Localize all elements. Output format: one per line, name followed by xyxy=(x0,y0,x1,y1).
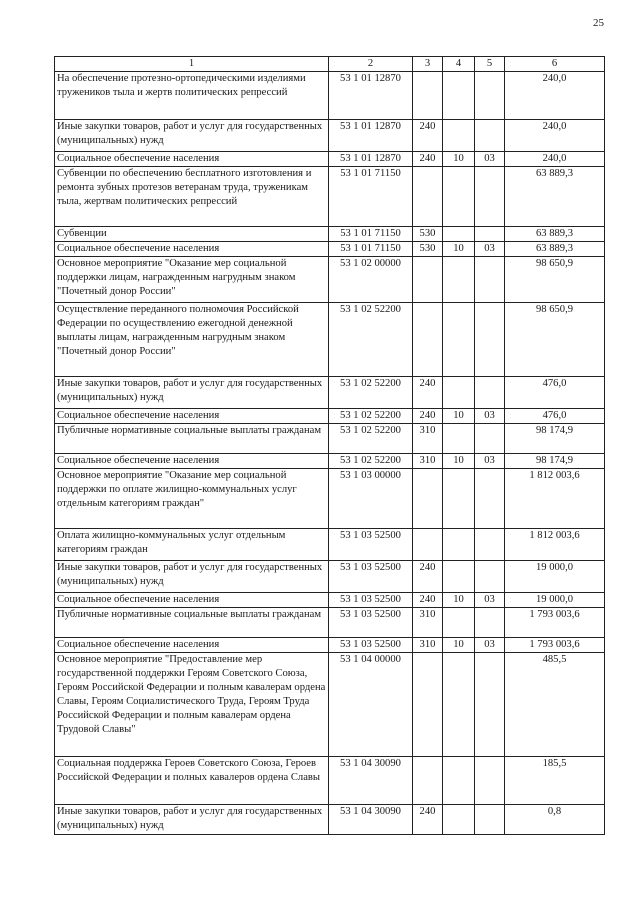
row-subsection-cell xyxy=(475,653,505,757)
row-subsection-cell xyxy=(475,805,505,835)
row-name-cell: Социальное обеспечение населения xyxy=(55,454,329,469)
row-amount-cell: 19 000,0 xyxy=(505,593,605,608)
row-name-cell: Социальное обеспечение населения xyxy=(55,152,329,167)
row-expense-type-cell: 310 xyxy=(413,454,443,469)
row-subsection-cell xyxy=(475,561,505,593)
row-expense-type-cell: 310 xyxy=(413,638,443,653)
row-name-cell: На обеспечение протезно-ортопедическими изделиями тружеников тыла и жертв политических репрессий xyxy=(55,72,329,120)
row-subsection-cell: 03 xyxy=(475,242,505,257)
row-code-cell: 53 1 04 30090 xyxy=(329,805,413,835)
table-row xyxy=(55,377,605,409)
row-code-cell: 53 1 03 52500 xyxy=(329,561,413,593)
row-name-cell: Оплата жилищно-коммунальных услуг отдельным категориям граждан xyxy=(55,529,329,561)
table-row xyxy=(55,72,605,120)
row-section-cell: 10 xyxy=(443,152,475,167)
row-section-cell: 10 xyxy=(443,242,475,257)
table-row xyxy=(55,593,605,608)
row-name-cell: Основное мероприятие "Оказание мер социальной поддержки лицам, награжденным нагрудным знаком "Почетный донор России" xyxy=(55,257,329,303)
row-expense-type-cell xyxy=(413,653,443,757)
table-row xyxy=(55,424,605,454)
header-col-6: 6 xyxy=(505,57,605,72)
row-name-cell: Социальная поддержка Героев Советского Союза, Героев Российской Федерации и полных кавалеров ордена Славы xyxy=(55,757,329,805)
row-subsection-cell: 03 xyxy=(475,593,505,608)
table-row xyxy=(55,529,605,561)
row-name-cell: Социальное обеспечение населения xyxy=(55,242,329,257)
header-col-5: 5 xyxy=(475,57,505,72)
row-code-cell: 53 1 01 12870 xyxy=(329,120,413,152)
row-name-cell: Иные закупки товаров, работ и услуг для государственных (муниципальных) нужд xyxy=(55,377,329,409)
table-row xyxy=(55,242,605,257)
row-amount-cell: 98 174,9 xyxy=(505,424,605,454)
row-section-cell xyxy=(443,303,475,377)
row-amount-cell: 1 793 003,6 xyxy=(505,638,605,653)
row-code-cell: 53 1 03 52500 xyxy=(329,608,413,638)
row-subsection-cell xyxy=(475,377,505,409)
row-section-cell xyxy=(443,608,475,638)
row-name-cell: Социальное обеспечение населения xyxy=(55,638,329,653)
table-row xyxy=(55,167,605,227)
row-code-cell: 53 1 02 52200 xyxy=(329,424,413,454)
row-code-cell: 53 1 03 52500 xyxy=(329,593,413,608)
row-subsection-cell xyxy=(475,303,505,377)
row-code-cell: 53 1 01 71150 xyxy=(329,227,413,242)
row-section-cell xyxy=(443,424,475,454)
table-row xyxy=(55,152,605,167)
row-name-cell: Публичные нормативные социальные выплаты гражданам xyxy=(55,424,329,454)
row-amount-cell: 240,0 xyxy=(505,152,605,167)
row-subsection-cell xyxy=(475,72,505,120)
row-section-cell xyxy=(443,72,475,120)
row-name-cell: Социальное обеспечение населения xyxy=(55,593,329,608)
table-row xyxy=(55,409,605,424)
row-section-cell: 10 xyxy=(443,454,475,469)
row-subsection-cell: 03 xyxy=(475,409,505,424)
row-section-cell: 10 xyxy=(443,638,475,653)
row-amount-cell: 485,5 xyxy=(505,653,605,757)
row-subsection-cell xyxy=(475,120,505,152)
row-name-cell: Основное мероприятие "Предоставление мер государственной поддержки Героям Советского Союза, Героям Российской Федерации и полным кавалерам ордена Славы, Героям Социалистического Труда, Героям Труда Российской Федерации и полным кавалерам ордена Трудовой Славы" xyxy=(55,653,329,757)
table-row xyxy=(55,653,605,757)
header-col-4: 4 xyxy=(443,57,475,72)
row-amount-cell: 185,5 xyxy=(505,757,605,805)
row-expense-type-cell xyxy=(413,529,443,561)
page-number: 25 xyxy=(593,17,604,29)
row-section-cell xyxy=(443,757,475,805)
row-expense-type-cell: 240 xyxy=(413,805,443,835)
table-row xyxy=(55,638,605,653)
row-amount-cell: 1 812 003,6 xyxy=(505,529,605,561)
row-code-cell: 53 1 01 71150 xyxy=(329,167,413,227)
row-subsection-cell xyxy=(475,529,505,561)
row-expense-type-cell: 240 xyxy=(413,377,443,409)
header-col-2: 2 xyxy=(329,57,413,72)
row-section-cell xyxy=(443,257,475,303)
row-code-cell: 53 1 03 52500 xyxy=(329,529,413,561)
table-row xyxy=(55,757,605,805)
row-amount-cell: 1 812 003,6 xyxy=(505,469,605,529)
row-expense-type-cell: 530 xyxy=(413,227,443,242)
row-amount-cell: 476,0 xyxy=(505,409,605,424)
row-code-cell: 53 1 02 52200 xyxy=(329,303,413,377)
row-expense-type-cell: 240 xyxy=(413,561,443,593)
row-section-cell xyxy=(443,529,475,561)
row-expense-type-cell xyxy=(413,303,443,377)
row-section-cell xyxy=(443,120,475,152)
row-section-cell xyxy=(443,377,475,409)
row-amount-cell: 98 650,9 xyxy=(505,303,605,377)
table-row xyxy=(55,805,605,835)
row-name-cell: Иные закупки товаров, работ и услуг для государственных (муниципальных) нужд xyxy=(55,120,329,152)
row-name-cell: Субвенции xyxy=(55,227,329,242)
row-amount-cell: 63 889,3 xyxy=(505,227,605,242)
row-amount-cell: 98 174,9 xyxy=(505,454,605,469)
row-subsection-cell xyxy=(475,469,505,529)
row-section-cell: 10 xyxy=(443,593,475,608)
row-expense-type-cell: 310 xyxy=(413,608,443,638)
row-subsection-cell xyxy=(475,227,505,242)
row-expense-type-cell: 240 xyxy=(413,409,443,424)
row-section-cell xyxy=(443,167,475,227)
row-expense-type-cell: 310 xyxy=(413,424,443,454)
row-subsection-cell xyxy=(475,424,505,454)
row-amount-cell: 63 889,3 xyxy=(505,167,605,227)
row-code-cell: 53 1 03 52500 xyxy=(329,638,413,653)
row-code-cell: 53 1 02 00000 xyxy=(329,257,413,303)
row-code-cell: 53 1 04 00000 xyxy=(329,653,413,757)
row-code-cell: 53 1 01 71150 xyxy=(329,242,413,257)
row-code-cell: 53 1 01 12870 xyxy=(329,152,413,167)
table-row xyxy=(55,120,605,152)
table-row xyxy=(55,608,605,638)
row-amount-cell: 19 000,0 xyxy=(505,561,605,593)
row-expense-type-cell: 240 xyxy=(413,593,443,608)
row-expense-type-cell xyxy=(413,469,443,529)
table-row xyxy=(55,454,605,469)
row-section-cell xyxy=(443,469,475,529)
row-expense-type-cell: 240 xyxy=(413,152,443,167)
row-subsection-cell: 03 xyxy=(475,638,505,653)
table-row xyxy=(55,469,605,529)
header-col-1: 1 xyxy=(55,57,329,72)
row-expense-type-cell: 530 xyxy=(413,242,443,257)
row-expense-type-cell xyxy=(413,167,443,227)
row-subsection-cell xyxy=(475,608,505,638)
row-amount-cell: 1 793 003,6 xyxy=(505,608,605,638)
row-amount-cell: 476,0 xyxy=(505,377,605,409)
row-expense-type-cell: 240 xyxy=(413,120,443,152)
row-name-cell: Иные закупки товаров, работ и услуг для государственных (муниципальных) нужд xyxy=(55,561,329,593)
row-name-cell: Осуществление переданного полномочия Российской Федерации по осуществлению ежегодной денежной выплаты лицам, награжденным нагрудным знаком "Почетный донор России" xyxy=(55,303,329,377)
row-expense-type-cell xyxy=(413,72,443,120)
row-amount-cell: 63 889,3 xyxy=(505,242,605,257)
header-col-3: 3 xyxy=(413,57,443,72)
table-row xyxy=(55,303,605,377)
row-section-cell: 10 xyxy=(443,409,475,424)
row-amount-cell: 240,0 xyxy=(505,72,605,120)
row-name-cell: Субвенции по обеспечению бесплатного изготовления и ремонта зубных протезов ветеранам труда, труженикам тыла, жертвам политических репрессий xyxy=(55,167,329,227)
row-section-cell xyxy=(443,805,475,835)
row-subsection-cell: 03 xyxy=(475,454,505,469)
row-subsection-cell: 03 xyxy=(475,152,505,167)
row-subsection-cell xyxy=(475,257,505,303)
table-header-row xyxy=(55,57,605,72)
row-section-cell xyxy=(443,227,475,242)
row-code-cell: 53 1 02 52200 xyxy=(329,377,413,409)
budget-table xyxy=(54,56,605,835)
row-name-cell: Основное мероприятие "Оказание мер социальной поддержки по оплате жилищно-коммунальных услуг отдельным категориям граждан" xyxy=(55,469,329,529)
table-row xyxy=(55,227,605,242)
row-name-cell: Публичные нормативные социальные выплаты гражданам xyxy=(55,608,329,638)
row-name-cell: Иные закупки товаров, работ и услуг для государственных (муниципальных) нужд xyxy=(55,805,329,835)
row-code-cell: 53 1 02 52200 xyxy=(329,454,413,469)
row-code-cell: 53 1 02 52200 xyxy=(329,409,413,424)
row-amount-cell: 0,8 xyxy=(505,805,605,835)
row-expense-type-cell xyxy=(413,757,443,805)
row-amount-cell: 240,0 xyxy=(505,120,605,152)
row-name-cell: Социальное обеспечение населения xyxy=(55,409,329,424)
row-amount-cell: 98 650,9 xyxy=(505,257,605,303)
table-row xyxy=(55,257,605,303)
row-code-cell: 53 1 01 12870 xyxy=(329,72,413,120)
row-code-cell: 53 1 04 30090 xyxy=(329,757,413,805)
row-section-cell xyxy=(443,561,475,593)
row-code-cell: 53 1 03 00000 xyxy=(329,469,413,529)
row-subsection-cell xyxy=(475,167,505,227)
row-expense-type-cell xyxy=(413,257,443,303)
row-subsection-cell xyxy=(475,757,505,805)
table-row xyxy=(55,561,605,593)
row-section-cell xyxy=(443,653,475,757)
